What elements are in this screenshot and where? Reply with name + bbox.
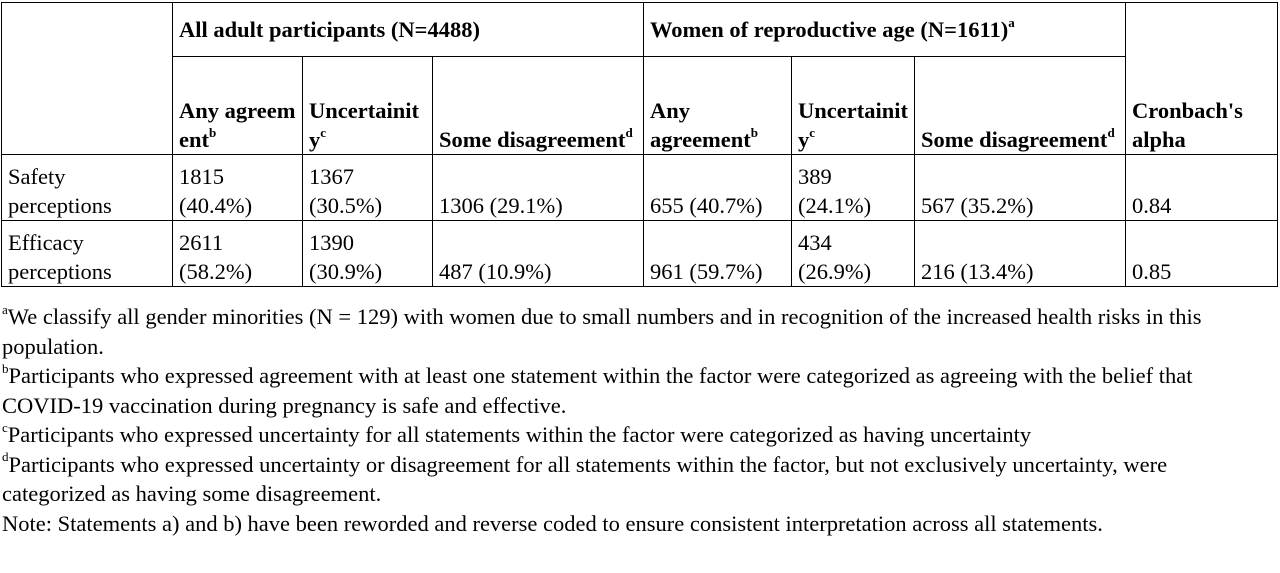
alpha-header: Cronbach's alpha: [1126, 3, 1278, 155]
group-header-all-adults: All adult participants (N=4488): [173, 3, 644, 57]
table-cell: 961 (59.7%): [644, 221, 792, 287]
sub-header-some-disagreement: Some disagreement$^d$: [433, 57, 644, 155]
footnote-a: $^a$We classify all gender minorities (N = 129) with women due to small numbers and in recognition of the increased health risks in this population.: [2, 301, 1202, 359]
table-cell: 434 (26.9%): [792, 221, 915, 287]
alpha-cell: 0.84: [1126, 155, 1278, 221]
results-table: [1, 2, 1278, 287]
footnote-c: $^c$Participants who expressed uncertainty for all statements within the factor were categorized as having uncertainty: [2, 419, 1032, 447]
sub-header-some-disagreement-women: Some disagreement$^d$: [915, 57, 1126, 155]
table-cell: 655 (40.7%): [644, 155, 792, 221]
sub-header-any-agreement: Any agreement$^b$: [173, 57, 303, 155]
sub-header-uncertainity: Uncertainity$^c$: [303, 57, 433, 155]
group-header-row: [2, 3, 1278, 57]
table-cell: 2611 (58.2%): [173, 221, 303, 287]
footnote-d: $^d$Participants who expressed uncertainty or disagreement for all statements within the factor, but not exclusively uncertainty, were categorized as having some disagreement.: [2, 449, 1168, 506]
alpha-cell: 0.85: [1126, 221, 1278, 287]
sub-header-any-agreement-women: Any agreement$^b$: [644, 57, 792, 155]
table-row: [2, 221, 1278, 287]
group-header-women: Women of reproductive age (N=1611)$^a$: [644, 3, 1126, 57]
footnote-b: $^b$Participants who expressed agreement with at least one statement within the factor were categorized as agreeing with the belief that COVID-19 vaccination during pregnancy is safe and effective.: [2, 360, 1193, 418]
sub-header-uncertainity-women: Uncertainity$^c$: [792, 57, 915, 155]
row-label: Safety perceptions: [2, 155, 173, 221]
table-cell: 487 (10.9%): [433, 221, 644, 287]
table-cell: 1815 (40.4%): [173, 155, 303, 221]
table-cell: 1367 (30.5%): [303, 155, 433, 221]
footnotes: [2, 302, 1274, 538]
sub-header-row: [2, 57, 1278, 155]
table-cell: 216 (13.4%): [915, 221, 1126, 287]
table-cell: 389 (24.1%): [792, 155, 915, 221]
note-text: Note: Statements a) and b) have been reworded and reverse coded to ensure consistent interpretation across all statements.: [2, 510, 1103, 536]
table-cell: 567 (35.2%): [915, 155, 1126, 221]
table-row: [2, 155, 1278, 221]
row-label: Efficacy perceptions: [2, 221, 173, 287]
table-cell: 1390 (30.9%): [303, 221, 433, 287]
corner-cell: [2, 3, 173, 155]
table-cell: 1306 (29.1%): [433, 155, 644, 221]
